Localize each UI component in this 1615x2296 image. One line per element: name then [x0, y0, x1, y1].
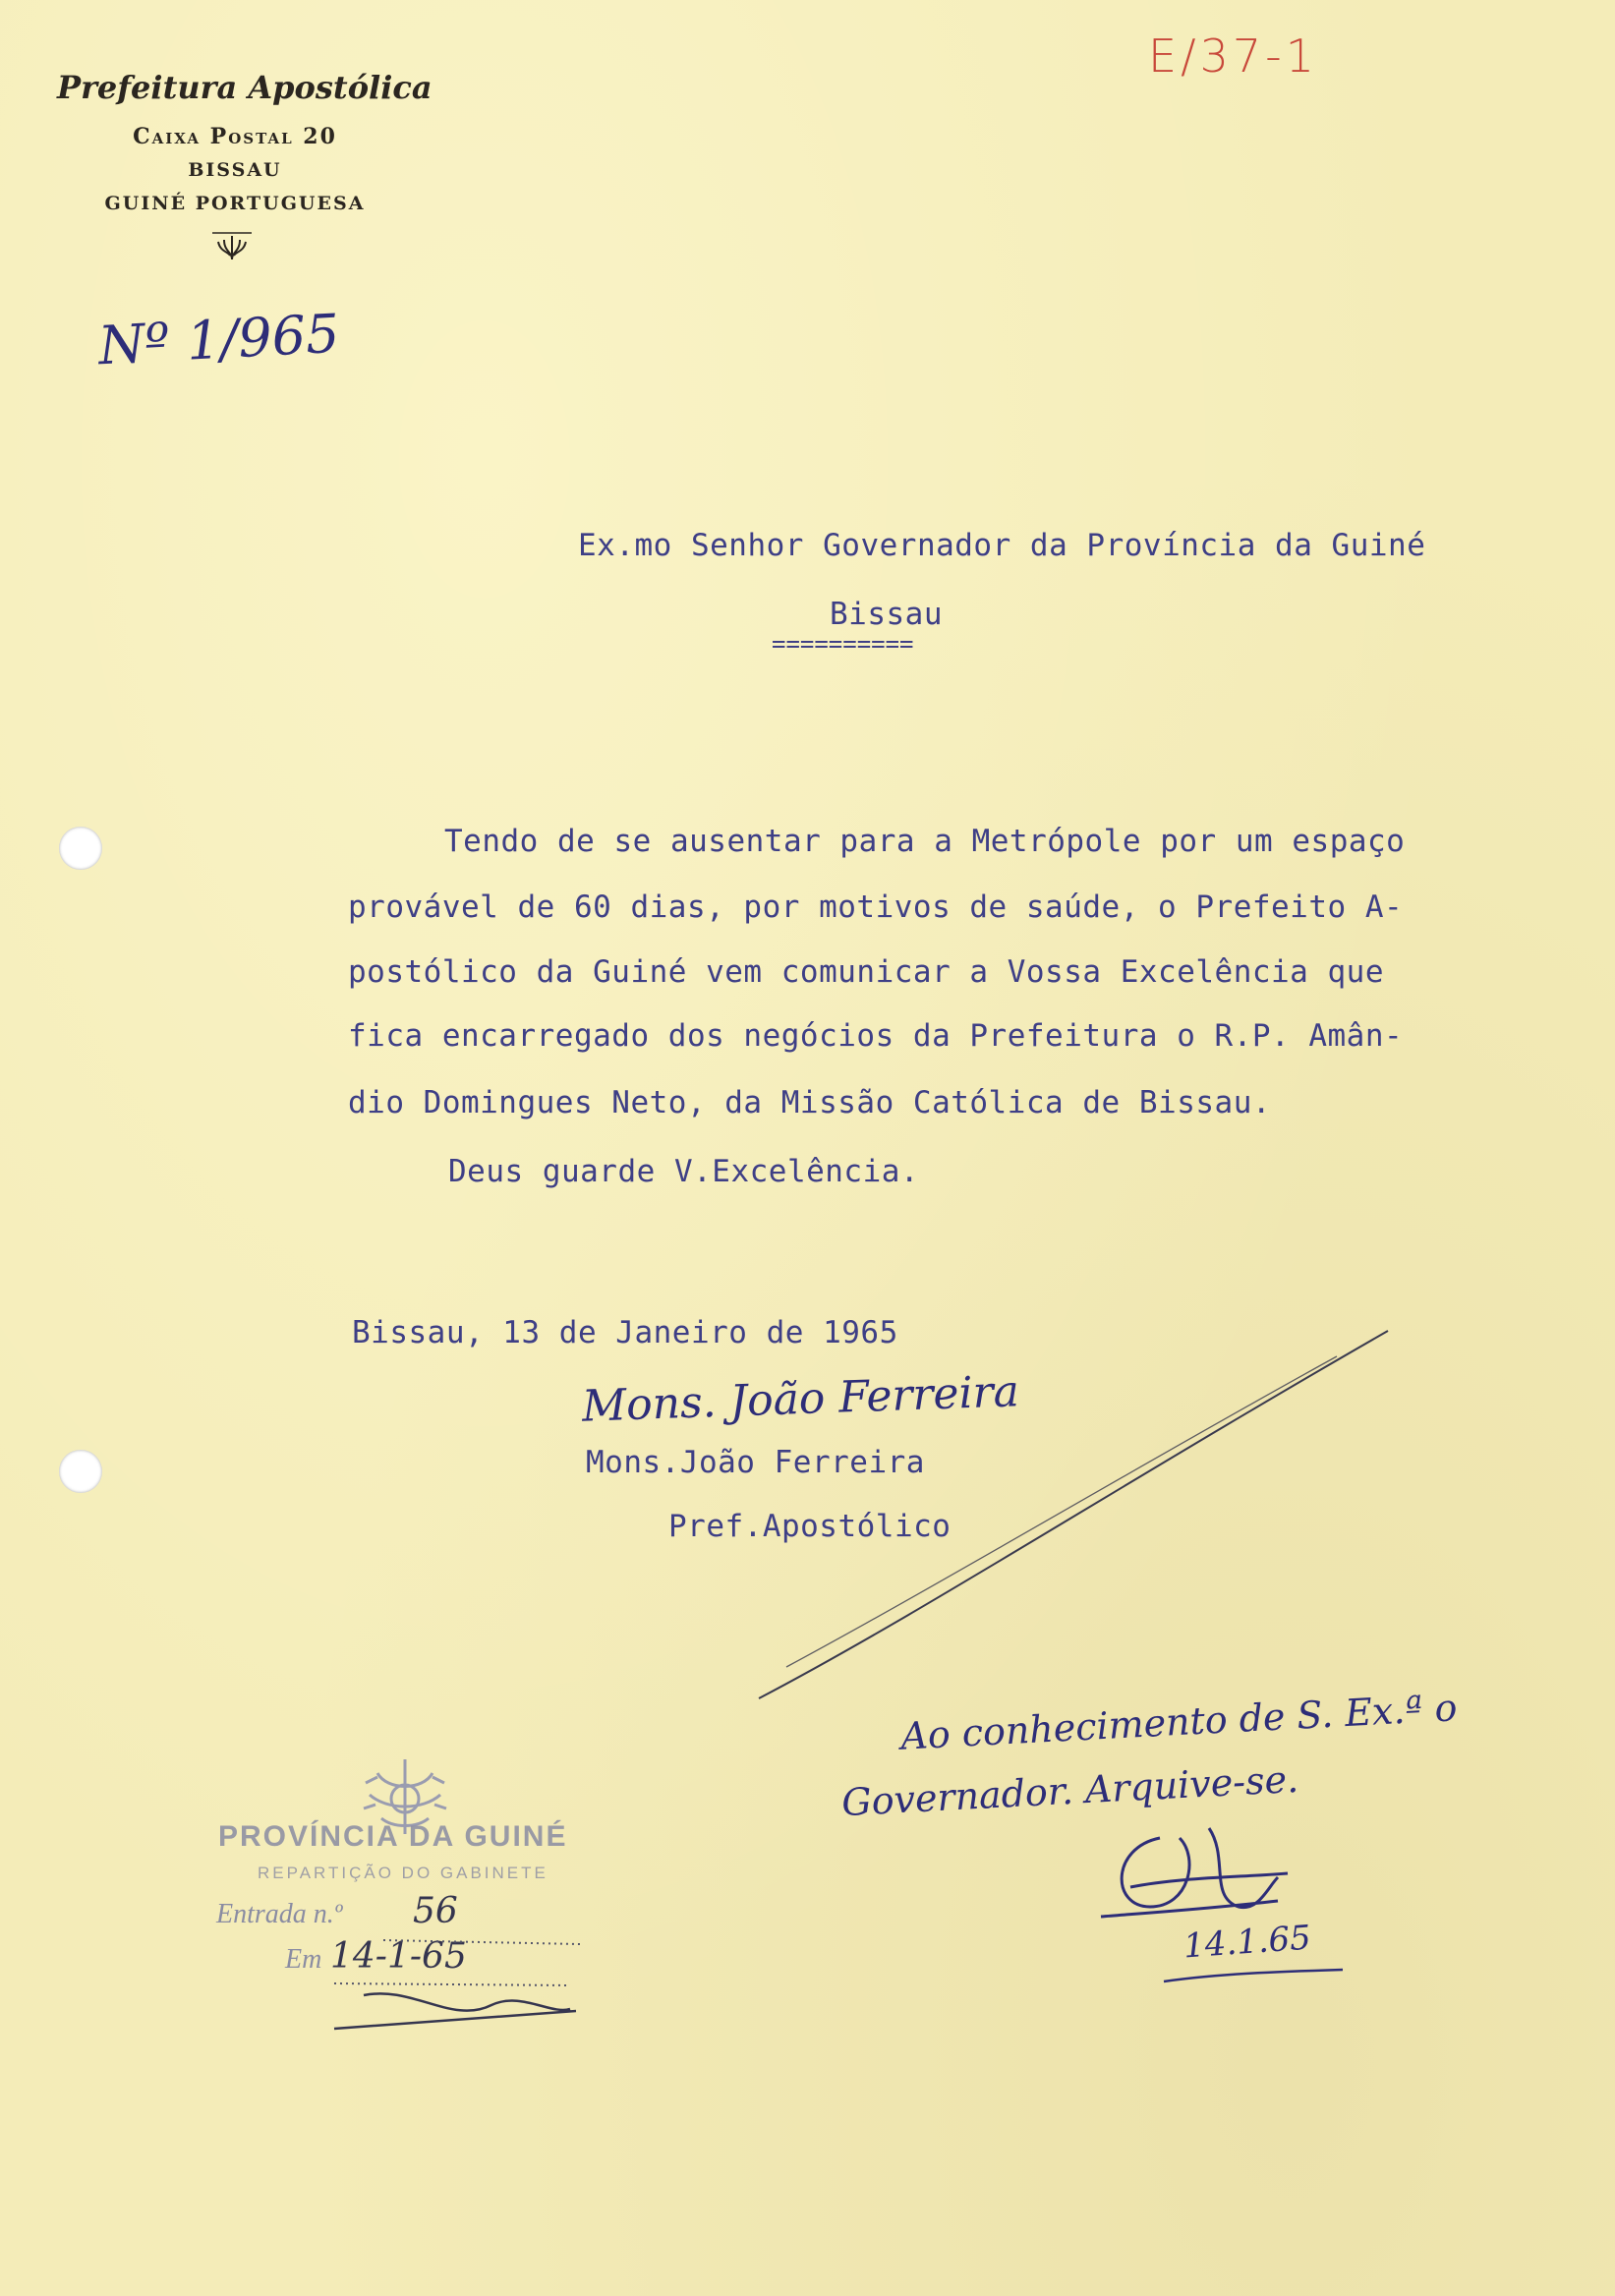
- handwritten-signature: Mons. João Ferreira: [581, 1366, 1020, 1432]
- annotation-line-1: Ao conhecimento de S. Ex.ª o: [899, 1686, 1459, 1758]
- reference-number: Nº 1/965: [96, 302, 341, 377]
- addressee-underline: ==========: [772, 630, 914, 658]
- addressee-line: Ex.mo Senhor Governador da Província da Guiné: [578, 528, 1426, 563]
- archive-code: E/37-1: [1148, 29, 1318, 83]
- body-line-5: dio Domingues Neto, da Missão Católica de Bissau.: [348, 1085, 1272, 1120]
- stamp-title: PROVÍNCIA DA GUINÉ: [218, 1820, 568, 1853]
- date-line: Bissau, 13 de Janeiro de 1965: [352, 1315, 898, 1350]
- stamp-em-label: Em: [285, 1944, 322, 1975]
- stamp-subtitle: REPARTIÇÃO DO GABINETE: [258, 1864, 548, 1882]
- stamp-dotted-lines: [324, 1926, 590, 2044]
- letterhead-title: Prefeitura Apostólica: [57, 69, 433, 106]
- body-line-4: fica encarregado dos negócios da Prefeitura o R.P. Amân-: [348, 1018, 1404, 1054]
- signer-name: Mons.João Ferreira: [586, 1445, 925, 1480]
- diagonal-strike-line: [747, 1317, 1396, 1710]
- signer-title: Pref.Apostólico: [668, 1509, 952, 1544]
- stamp-em-value: 14-1-65: [330, 1936, 467, 1977]
- annotation-initials-mark: [1091, 1818, 1317, 1936]
- annotation-line-2: Governador. Arquive-se.: [840, 1756, 1300, 1825]
- annotation-date-underline: [1160, 1966, 1347, 1985]
- punch-hole-bottom: [59, 1450, 102, 1493]
- letterhead-line2: BISSAU: [188, 159, 282, 181]
- body-line-2: provável de 60 dias, por motivos de saúde, o Prefeito A-: [348, 890, 1404, 925]
- body-line-3: postólico da Guiné vem comunicar a Vossa Excelência que: [348, 954, 1384, 990]
- addressee-city: Bissau: [830, 597, 943, 632]
- closing-line: Deus guarde V.Excelência.: [448, 1154, 920, 1189]
- body-line-1: Tendo de se ausentar para a Metrópole por um espaço: [444, 824, 1406, 859]
- ornament-icon: [210, 230, 254, 265]
- annotation-date: 14.1.65: [1182, 1918, 1313, 1967]
- punch-hole-top: [59, 827, 102, 870]
- letterhead-line3: GUINÉ PORTUGUESA: [104, 193, 366, 214]
- stamp-entrada-label: Entrada n.º: [216, 1899, 343, 1929]
- letterhead-line1: Caixa Postal 20: [133, 124, 337, 149]
- stamp-entrada-value: 56: [413, 1891, 458, 1931]
